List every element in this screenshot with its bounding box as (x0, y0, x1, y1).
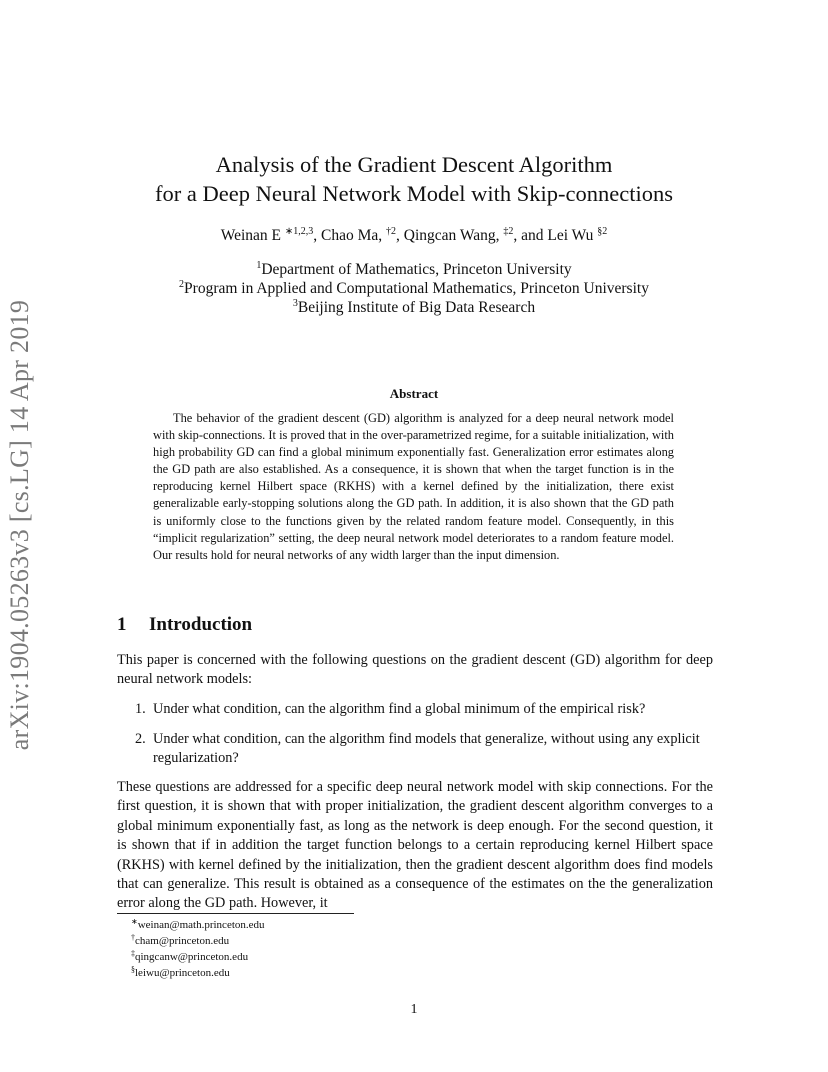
footnote (131, 949, 248, 965)
title-line-2: for a Deep Neural Network Model with Skip-connections (155, 181, 673, 206)
author-1: Weinan E (220, 227, 281, 244)
intro-paragraph: This paper is concerned with the following questions on the gradient descent (GD) algorithm for deep neural network models: (117, 652, 713, 688)
arxiv-stamp-text: arXiv:1904.05263v3 [cs.LG] 14 Apr 2019 (5, 299, 34, 751)
footnote (131, 933, 229, 949)
affiliations (0, 260, 828, 317)
affiliation-2-text: Program in Applied and Computational Mathematics, Princeton University (184, 280, 649, 297)
footnote (131, 965, 230, 981)
title-line-1: Analysis of the Gradient Descent Algorithm (215, 152, 613, 177)
list-item-text: Under what condition, can the algorithm find models that generalize, without using any explicit regularization? (153, 731, 700, 767)
footnote-mark: ∗ (131, 917, 138, 926)
list-item-text: Under what condition, can the algorithm find a global minimum of the empirical risk? (153, 701, 646, 717)
footnote-rule (117, 913, 354, 914)
affiliation-1-mark: 1 (256, 260, 262, 271)
body-paragraph: These questions are addressed for a specific deep neural network model with skip connections. For the first question, it is shown that with proper initialization, the gradient descent algorithm converges to a global minimum exponentially fast, as long as the network is deep enough. For the second question, it is shown that if in addition the target function belongs to a certain reproducing kernel Hilbert space (RKHS) with kernel defined by the initialization, then the gradient descent algorithm does find models that can generalize. This result is obtained as a consequence of the estimates on the the generalization error along the GD path. However, it (117, 779, 713, 912)
footnote-mark: § (131, 965, 135, 974)
footnote-mark: † (131, 933, 135, 942)
affiliation-1 (0, 260, 828, 279)
affiliation-3 (0, 298, 828, 317)
author-3-mark: ‡2 (503, 226, 514, 237)
affiliation-3-text: Beijing Institute of Big Data Research (297, 299, 536, 316)
abstract-heading: Abstract (389, 386, 439, 401)
footnote-text: cham@princeton.edu (135, 935, 230, 947)
list-item-number: 2. (135, 731, 146, 747)
footnote-text: leiwu@princeton.edu (135, 967, 230, 979)
author-2: , Chao Ma, (313, 227, 387, 244)
footnote (131, 917, 265, 933)
authors (0, 227, 828, 245)
section-title: Introduction (149, 614, 253, 635)
affiliation-1-text: Department of Mathematics, Princeton University (261, 261, 572, 278)
affiliation-2-mark: 2 (179, 279, 185, 290)
author-2-mark: †2 (386, 226, 397, 237)
footnote-mark: ‡ (131, 949, 135, 958)
affiliation-2 (0, 279, 828, 298)
abstract (153, 410, 674, 564)
author-3: , Qingcan Wang, (396, 227, 504, 244)
author-4-mark: §2 (597, 226, 608, 237)
affiliation-3-mark: 3 (292, 298, 298, 309)
abstract-text: The behavior of the gradient descent (GD) algorithm is analyzed for a deep neural network model with skip-connections. It is proved that in the over-parametrized regime, for a suitable initialization, with high probability GD can find a global minimum exponentially fast. Generalization error estimates along the GD path are also established. As a consequence, it is shown that when the target function is in the reproducing kernel Hilbert space (RKHS) with a kernel defined by the initialization, there exist generalizable early-stopping solutions along the GD path. In addition, it is also shown that the GD path is uniformly close to the functions given by the related random feature model. Consequently, in this “implicit regularization” setting, the deep neural network model deteriorates to a random feature model. Our results hold for neural networks of any width larger than the input dimension. (153, 411, 674, 562)
author-4: , and Lei Wu (513, 227, 598, 244)
paper-title (0, 150, 828, 208)
page-number: 1 (410, 1002, 418, 1017)
footnote-text: qingcanw@princeton.edu (135, 951, 249, 963)
section-heading (117, 614, 252, 636)
author-1-mark: ∗1,2,3 (284, 226, 314, 237)
footnote-text: weinan@math.princeton.edu (137, 919, 265, 931)
section-number: 1 (117, 614, 127, 635)
list-item-number: 1. (135, 701, 146, 717)
